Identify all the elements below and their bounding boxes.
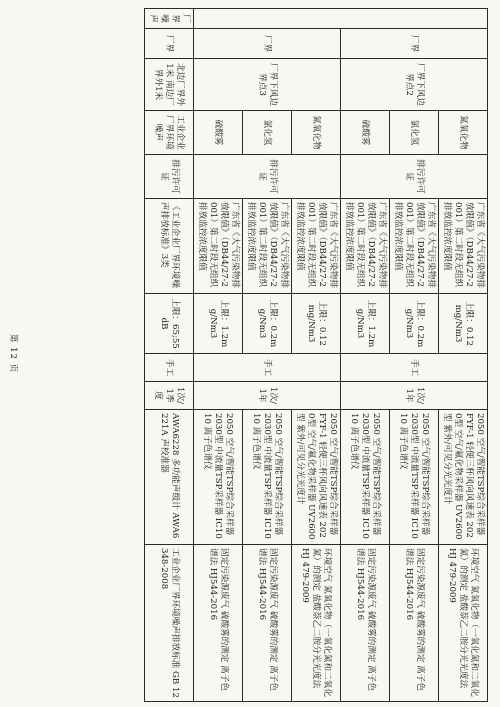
method-cell: 工业企业厂界环境噪声排放标准 GB 12348-2008 <box>145 545 194 702</box>
category-cell: 厂界 <box>341 29 488 59</box>
pollutant-cell: 氮氧化物 <box>292 111 341 155</box>
method-cell: 固定污染源废气 硫酸雾的测定 离子色谱法 HJ544-2016 <box>390 545 439 702</box>
basis-cell: 排污许可证 <box>194 155 341 199</box>
instrument-cell: 2050 空气/智能TSP综合采样器 2030型 中流量TSP采样器 IC1010 离子色谱仪 <box>243 410 292 545</box>
mode-cell: 手工 <box>145 354 194 382</box>
frequency-cell: 1次/1季度 <box>145 382 194 410</box>
standard-cell: 广东省《大气污染物排放限值》（DB44/27-2001）第二时段无组织排放监控浓度限值 <box>390 199 439 294</box>
method-cell: 环境空气 氮氧化物（一氧化氮和二氧化氮）的测定 盐酸萘乙二胺分光光度法 HJ 479-2009 <box>292 545 341 702</box>
instrument-cell: AWA6228 多功能声级计 AWA6221A 声校准器 <box>145 410 194 545</box>
point-name-cell: 厂界下风边界点3 <box>194 59 341 111</box>
instrument-cell: 2050 空气/智能TSP综合采样器 FYF-1 轻便三杯风向风速表 2020型 空气/氟化物采样器 UV2600型 紫外/可见分光光度计 <box>439 410 488 545</box>
category-cell: 厂界 <box>194 29 341 59</box>
instrument-cell: 2050 空气/智能TSP综合采样器 2030型 中流量TSP采样器 IC1010 离子色谱仪 <box>341 410 390 545</box>
category-cell: 厂界 <box>145 29 194 59</box>
frequency-cell: 1次/1年 <box>341 382 488 410</box>
group-cell: 厂界噪声 <box>145 9 194 29</box>
pollutant-cell: 氮氧化物 <box>439 111 488 155</box>
pollutant-cell: 工业企业厂界环境噪声 <box>145 111 194 155</box>
standard-cell: 广东省《大气污染物排放限值》（DB44/27-2001）第二时段无组织排放监控浓度限值 <box>194 199 243 294</box>
method-cell: 固定污染源废气 硫酸雾的测定 离子色谱法 HJ544-2016 <box>243 545 292 702</box>
monitoring-table <box>144 8 488 702</box>
instrument-cell: 2050 空气/智能TSP综合采样器 2030型 中流量TSP采样器 IC1010 离子色谱仪 <box>390 410 439 545</box>
mode-cell: 手工 <box>194 354 341 382</box>
point-name-cell: 厂界下风边界点2 <box>341 59 488 111</box>
frequency-cell: 1次/1年 <box>194 382 341 410</box>
method-cell: 固定污染源废气 硫酸雾的测定 离子色谱法 HJ544-2016 <box>341 545 390 702</box>
table-row <box>292 9 341 702</box>
pollutant-cell: 氯化氢 <box>390 111 439 155</box>
method-cell: 环境空气 氮氧化物（一氧化氮和二氧化氮）的测定 盐酸萘乙二胺分光光度法 HJ 479-2009 <box>439 545 488 702</box>
standard-cell: 广东省《大气污染物排放限值》（DB44/27-2001）第二时段无组织排放监控浓度限值 <box>439 199 488 294</box>
limit-cell: 上限：0.2mg/Nm3 <box>390 294 439 354</box>
pollutant-cell: 硫酸雾 <box>341 111 390 155</box>
instrument-cell: 2050 空气/智能TSP综合采样器 2030型 中流量TSP采样器 IC1010 离子色谱仪 <box>194 410 243 545</box>
pollutant-cell: 硫酸雾 <box>194 111 243 155</box>
method-cell: 固定污染源废气 硫酸雾的测定 离子色谱法 HJ544-2016 <box>194 545 243 702</box>
basis-cell: 排污许可证 <box>341 155 488 199</box>
standard-cell: 广东省《大气污染物排放限值》（DB44/27-2001）第二时段无组织排放监控浓度限值 <box>243 199 292 294</box>
limit-cell: 上限：1.2mg/Nm3 <box>194 294 243 354</box>
mode-cell: 手工 <box>341 354 488 382</box>
limit-cell: 上限：0.2mg/Nm3 <box>243 294 292 354</box>
limit-cell: 上限：65;55dB <box>145 294 194 354</box>
limit-cell: 上限：1.2mg/Nm3 <box>341 294 390 354</box>
standard-cell: 广东省《大气污染物排放限值》（DB44/27-2001）第二时段无组织排放监控浓度限值 <box>292 199 341 294</box>
table-row <box>439 9 488 702</box>
group-cell <box>194 9 488 29</box>
point-name-cell: 北边厂界外1米 南边厂界外1米 <box>145 59 194 111</box>
standard-cell: 《工业企业厂界环境噪声排放标准》3类 <box>145 199 194 294</box>
basis-cell: 排污许可证 <box>145 155 194 199</box>
limit-cell: 上限：0.12mg/Nm3 <box>292 294 341 354</box>
standard-cell: 广东省《大气污染物排放限值》（DB44/27-2001）第二时段无组织排放监控浓度限值 <box>341 199 390 294</box>
pollutant-cell: 氯化氢 <box>243 111 292 155</box>
table-row <box>145 9 194 702</box>
page-number: 第 12 页 <box>8 333 18 374</box>
limit-cell: 上限：0.12mg/Nm3 <box>439 294 488 354</box>
instrument-cell: 2050 空气/智能TSP综合采样器 FYF-1 轻便三杯风向风速表 2020型 空气/氟化物采样器 UV2600型 紫外/可见分光光度计 <box>292 410 341 545</box>
